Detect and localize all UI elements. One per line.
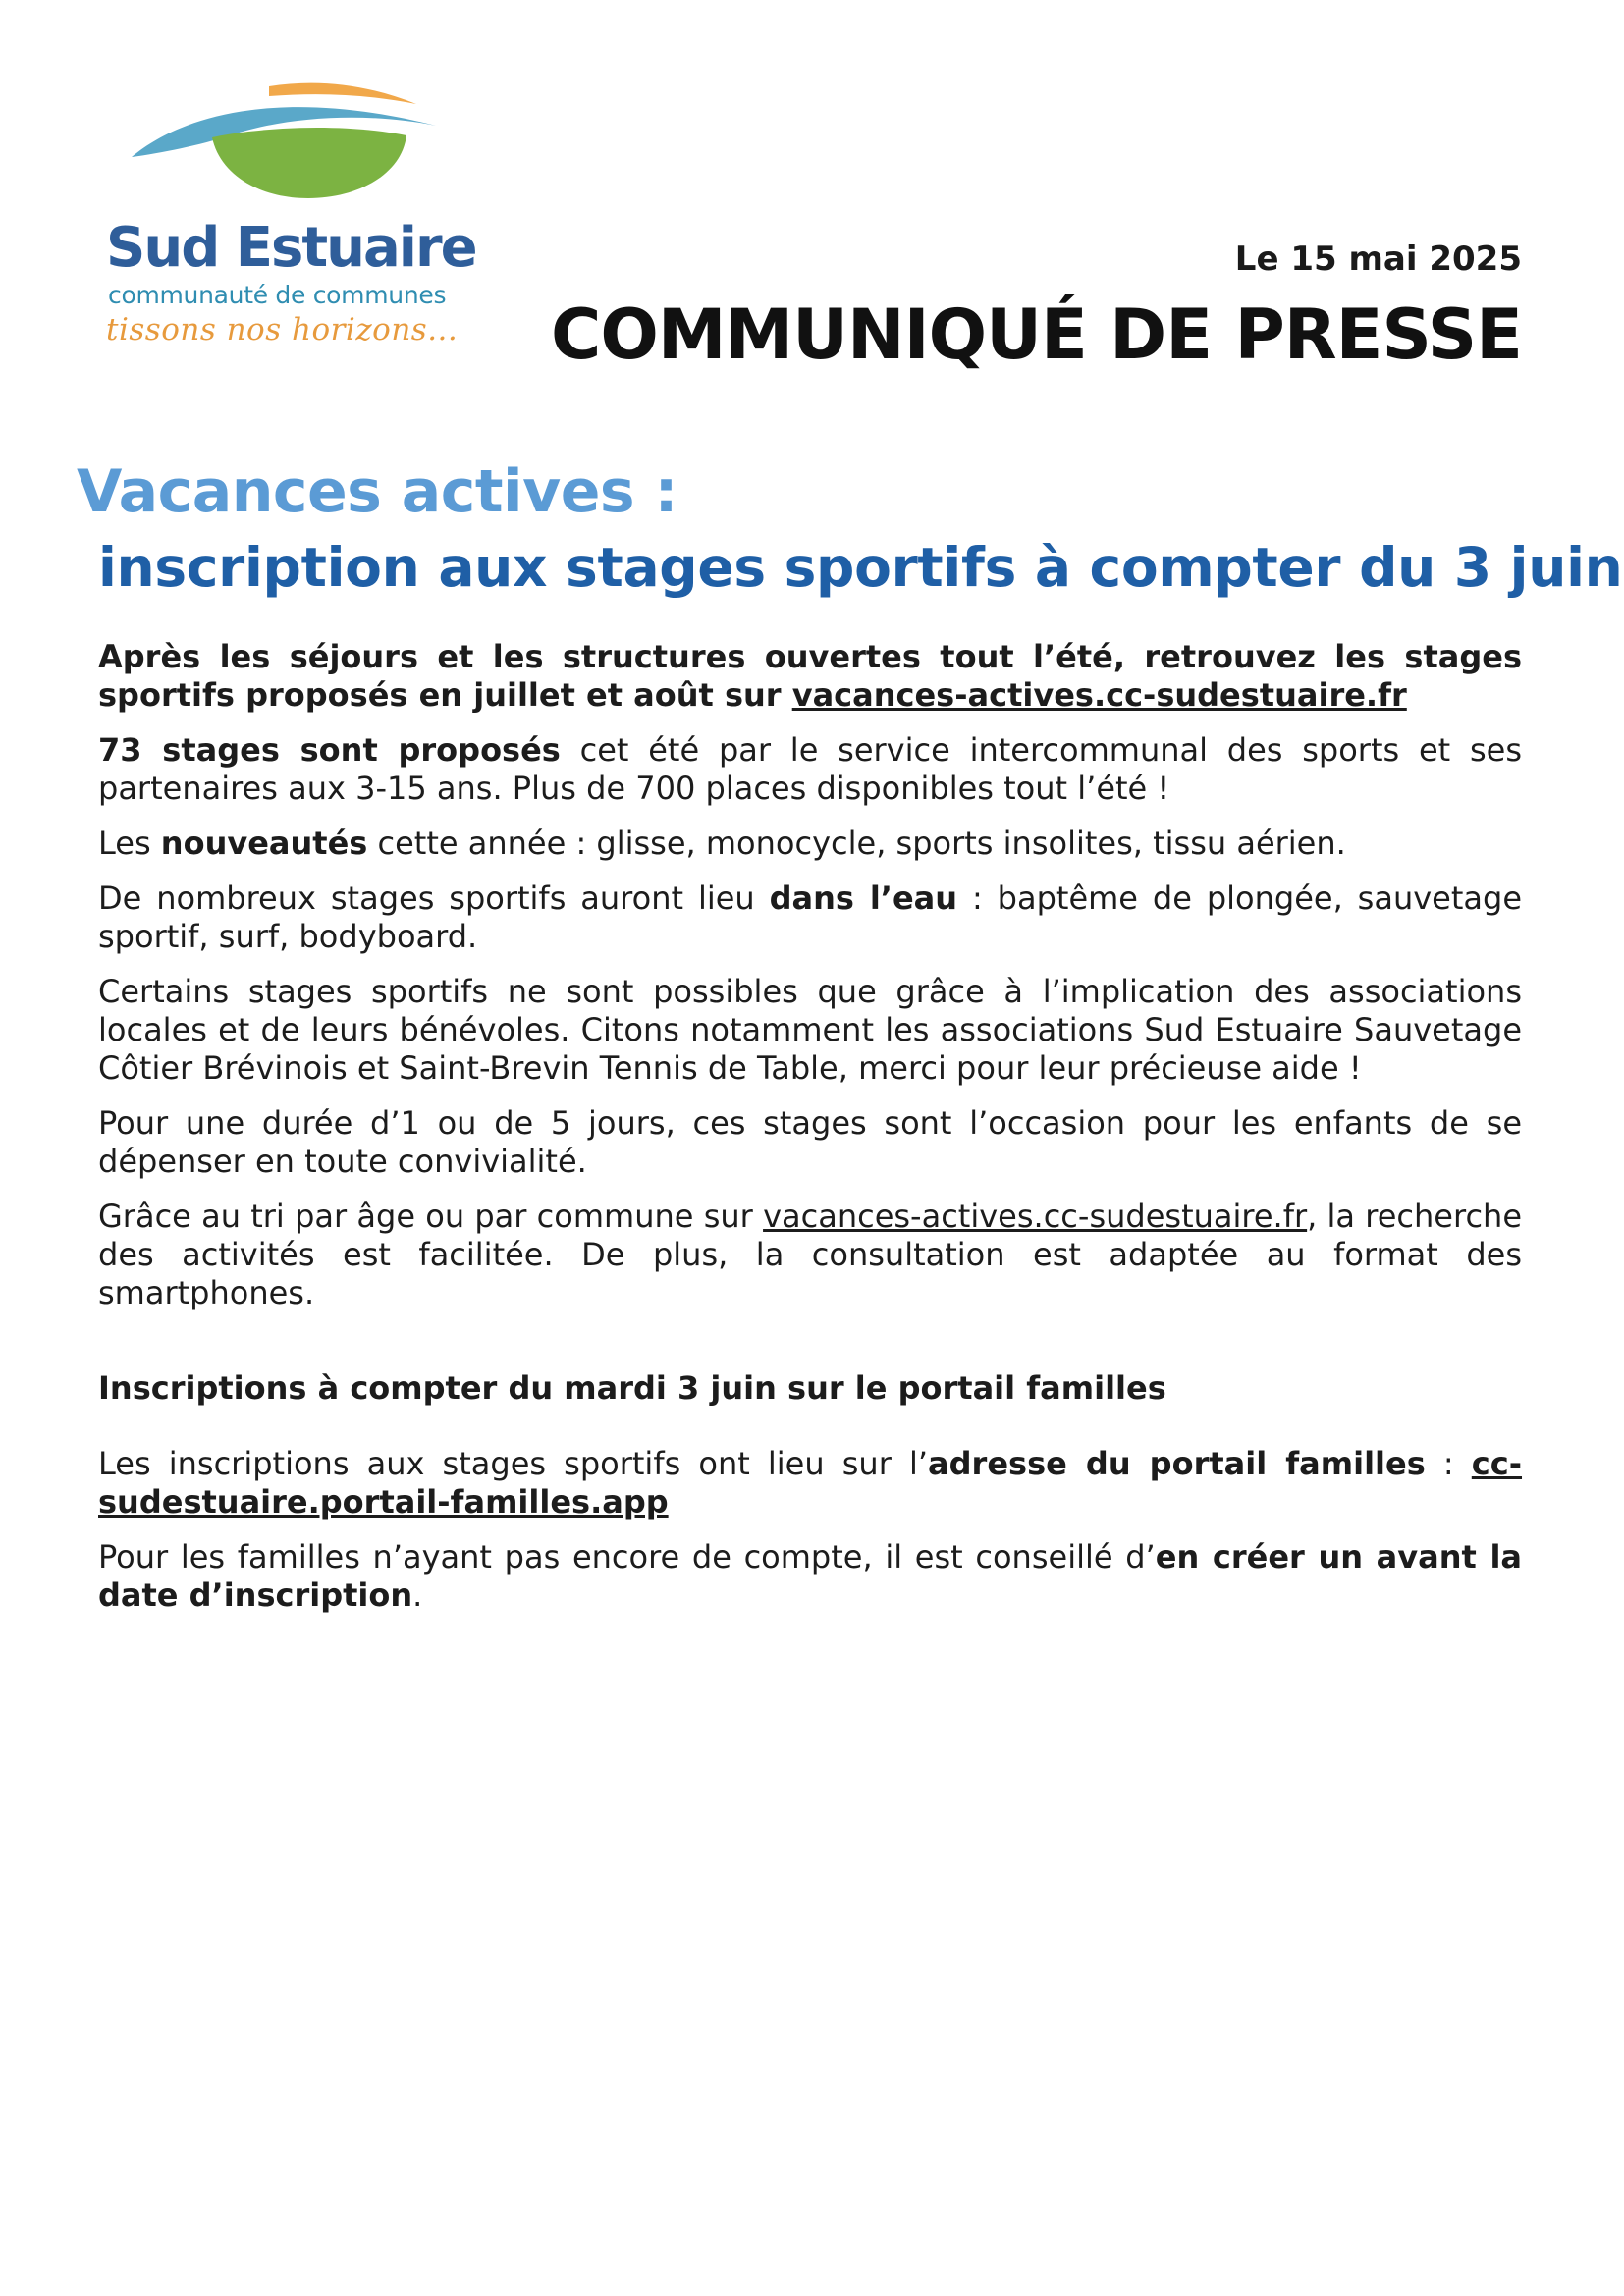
stages-count-paragraph [98, 731, 1522, 808]
intro-paragraph [98, 638, 1522, 715]
vacances-actives-link-2[interactable]: vacances-actives.cc-sudestuaire.fr [763, 1198, 1308, 1235]
article-body [98, 638, 1522, 1631]
portal-lead: Les inscriptions aux stages sportifs ont lieu sur l’ [98, 1445, 929, 1482]
duration-paragraph: Pour une durée d’1 ou de 5 jours, ces stages sont l’occasion pour les enfants de se dépenser en toute convivialité. [98, 1104, 1522, 1180]
novelties-lead: Les [98, 825, 161, 862]
release-date: Le 15 mai 2025 [1234, 240, 1522, 279]
portal-bold: adresse du portail familles [928, 1445, 1426, 1482]
account-end: . [412, 1576, 423, 1614]
page-title: Vacances actives : [77, 457, 677, 526]
page-subtitle: inscription aux stages sportifs à compter du 3 juin [98, 536, 1623, 599]
logo-slogan: tissons nos horizons... [106, 312, 459, 347]
water-bold: dans l’eau [769, 880, 958, 917]
account-paragraph [98, 1538, 1522, 1615]
intro-text: Après les séjours et les structures ouvertes tout l’été, retrouvez les stages sportifs proposés en juillet et août sur [98, 638, 1522, 714]
water-paragraph [98, 880, 1522, 956]
logo-name: Sud Estuaire [106, 216, 476, 280]
associations-paragraph: Certains stages sportifs ne sont possibles que grâce à l’implication des associations locales et de leurs bénévoles. Citons notamment les associations Sud Estuaire Sauvetage Côtier Brévinois et Saint-Brevin Tennis de Table, merci pour leur précieuse aide ! [98, 973, 1522, 1087]
account-lead: Pour les familles n’ayant pas encore de compte, il est conseillé d’ [98, 1538, 1156, 1575]
search-text: , la recherche des activités est facilitée. De plus, la consultation est adaptée au format des smartphones. [98, 1198, 1523, 1311]
portail-familles-link[interactable]: cc-sudestuaire.portail-familles.app [98, 1445, 1523, 1521]
novelties-text: cette année : glisse, monocycle, sports insolites, tissu aérien. [367, 825, 1346, 862]
sud-estuaire-logo [102, 77, 475, 361]
search-paragraph [98, 1198, 1522, 1312]
stages-count-text: cet été par le service intercommunal des sports et ses partenaires aux 3-15 ans. Plus de 700 places disponibles tout l’été ! [98, 731, 1522, 807]
novelties-bold: nouveautés [160, 825, 368, 862]
stages-count-bold: 73 stages sont proposés [98, 731, 561, 769]
water-text: : baptême de plongée, sauvetage sportif, surf, bodyboard. [98, 880, 1523, 955]
vacances-actives-link[interactable]: vacances-actives.cc-sudestuaire.fr [791, 676, 1407, 714]
registration-heading: Inscriptions à compter du mardi 3 juin sur le portail familles [98, 1369, 1166, 1407]
water-lead: De nombreux stages sportifs auront lieu [98, 880, 770, 917]
search-lead: Grâce au tri par âge ou par commune sur [98, 1198, 764, 1235]
portal-colon: : [1425, 1445, 1472, 1482]
logo-subtitle: communauté de communes [108, 281, 447, 309]
portal-paragraph [98, 1445, 1522, 1522]
document-type-heading: COMMUNIQUÉ DE PRESSE [550, 294, 1522, 375]
logo-emblem-icon [122, 77, 446, 204]
novelties-paragraph [98, 825, 1522, 863]
account-bold: en créer un avant la date d’inscription [98, 1538, 1523, 1614]
